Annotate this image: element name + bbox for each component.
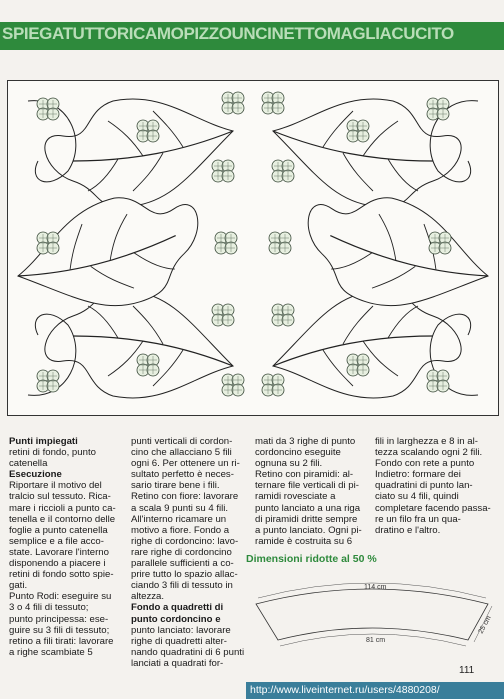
text-line: mare i riccioli a punto ca- [9,502,116,514]
text-line: state. Lavorare l'interno [9,546,109,558]
text-column-1 [9,436,125,658]
text-line: 3 o 4 fili di tessuto; [9,602,89,614]
text-line: rare righe di cordoncino [131,546,232,558]
text-line: guire su 3 fili di tessuto; [9,624,110,636]
text-line: disponendo a piacere i [9,558,106,570]
text-line: Esecuzione [9,469,62,481]
dimension-bottom: 81 cm [366,637,386,644]
text-line: ramide è costruita su 6 [255,535,353,547]
text-line: altezza. [131,591,165,603]
text-line: sultato perfetto è neces- [131,469,234,481]
text-line: quadratini di punto lan- [375,480,473,492]
text-line: nando quadratini di 6 punti [131,646,245,658]
source-footer [246,682,504,699]
text-line: ternare file verticali di pi- [255,480,359,492]
text-column-2 [131,436,245,669]
text-line: punto lanciato: lavorare [131,624,231,636]
text-line: righe di cordoncino: lavo- [131,535,239,547]
text-line: ogni 6. Per ottenere un ri- [131,458,240,470]
text-column-4 [375,436,493,536]
leaf-motif-drawing [8,81,498,415]
text-line: re un filo fra un qua- [375,513,461,525]
text-line: parallele sufficienti a co- [131,558,234,570]
text-line: dratino e l'altro. [375,524,441,536]
dimensions-diagram [246,576,498,656]
text-line: a scala 9 punti su 4 fili. [131,502,229,514]
text-line: gati. [9,580,28,592]
text-line: Retino con fiore: lavorare [131,491,239,503]
text-line: tenella e il contorno delle [9,513,116,525]
text-line: Riportare il motivo del [9,480,102,492]
text-line: Punto Rodi: eseguire su [9,591,112,603]
page-number: 111 [459,665,475,676]
text-line: sario tirare bene i fili. [131,480,220,492]
text-line: punto cordoncino e [131,613,221,625]
text-line: Punti impiegati [9,436,78,447]
dimension-side: 25 cm [477,614,493,635]
text-line: ciando 3 fili di tessuto in [131,580,233,592]
text-line: ciato su 4 fili, quindi [375,491,459,503]
text-line: tralcio sul tessuto. Rica- [9,491,111,503]
text-line: All'interno ricamare un [131,513,227,525]
text-line: completare facendo passa- [375,502,491,514]
text-line: mati da 3 righe di punto [255,436,356,447]
text-line: a punto lanciato. Ogni pi- [255,524,362,536]
text-line: retini di fondo, punto [9,447,96,459]
text-line: punto lanciato a una riga [255,502,361,514]
text-line: retino a fili tirati: lavorare [9,635,114,647]
text-line: motivo a fiore. Fondo a [131,524,230,536]
text-line: di piramidi dritte sempre [255,513,358,525]
text-line: prire tutto lo spazio allac- [131,569,238,581]
text-line: a righe scambiate 5 [9,646,93,658]
text-line: cino che allacciano 5 fili [131,447,232,459]
text-line: semplice e a file acco- [9,535,104,547]
text-line: Fondo a quadretti di [131,602,224,614]
dimensions-heading: Dimensioni ridotte al 50 % [246,553,377,565]
text-line: punti verticali di cordon- [131,436,233,447]
text-line: catenella [9,458,48,470]
text-column-3 [255,436,368,547]
text-line: Retino con piramidi: al- [255,469,354,481]
text-line: foglie a punto catenella [9,524,108,536]
text-line: Indietro: formare dei [375,469,461,481]
text-line: lanciati a quadrati for- [131,657,224,669]
text-line: tezza scalando ogni 2 fili. [375,447,483,459]
text-line: cordoncino eseguite [255,447,341,459]
text-line: punto principessa: ese- [9,613,109,625]
text-line: righe di quadretti alter- [131,635,227,647]
dimension-top: 114 cm [364,584,387,591]
header-banner-text: SPIEGATUTTORICAMOPIZZOUNCINETTOMAGLIACUCITO [2,24,454,43]
text-line: Fondo con rete a punto [375,458,475,470]
text-line: ramidi rovesciate a [255,491,336,503]
footer-url[interactable]: http://www.liveinternet.ru/users/4880208/ [250,684,440,696]
embroidery-pattern [7,80,499,416]
text-line: ognuna su 2 fili. [255,458,323,470]
text-line: fili in larghezza e 8 in al- [375,436,478,447]
text-line: retini di fondo sotto spie- [9,569,114,581]
